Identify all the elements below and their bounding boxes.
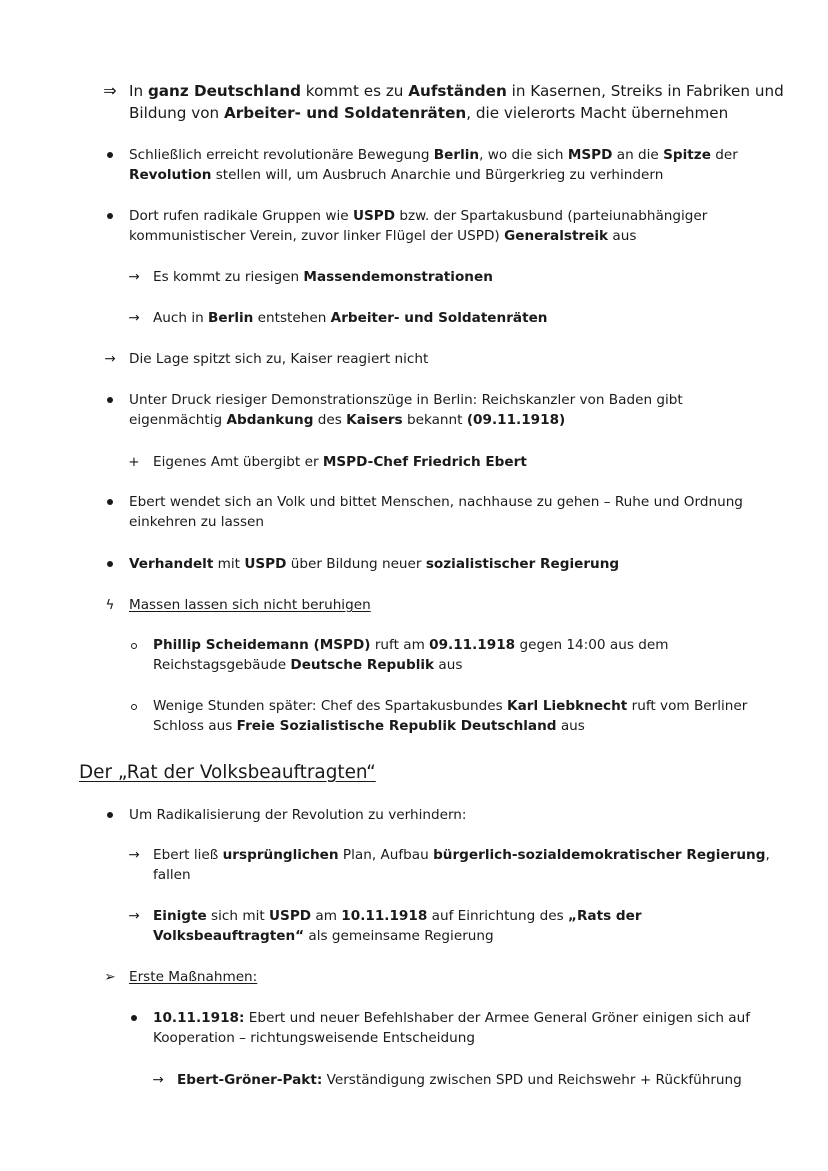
text-line [153,452,527,472]
arrow-right-icon: → [128,847,140,863]
arrow-right-icon: → [128,908,140,924]
text-segment: kommunistischer Verein, zuvor linker Flügel der USPD) [129,228,505,244]
text-segment: einkehren zu lassen [129,514,265,530]
text-line [129,805,467,825]
text-segment: Schloss aus [153,718,237,734]
text-line [129,492,743,512]
text-segment: Spitze [663,147,711,163]
text-segment: an die [612,147,664,163]
text-segment: gegen 14:00 aus dem [515,637,669,653]
text-segment: bürgerlich-sozialdemokratischer Regierung [433,847,766,863]
text-segment: Schließlich erreicht revolutionäre Bewegung [129,147,434,163]
text-line [129,349,428,369]
arrow-right-icon: → [104,351,116,367]
text-segment: aus [608,228,637,244]
text-segment: Aufständen [408,82,507,100]
text-line [129,206,707,226]
arrow-right-icon: → [128,310,140,326]
text-line [153,845,770,865]
text-segment: mit [213,556,245,572]
text-segment: 10.11.1918 [341,908,428,924]
text-segment: Freie Sozialistische Republik Deutschland [236,718,557,734]
text-segment: Arbeiter- und Soldatenräten [330,310,548,326]
text-segment: USPD [352,208,396,224]
text-line [129,102,728,124]
text-segment: entstehen [253,310,331,326]
text-segment: USPD [269,908,312,924]
text-line [153,696,747,716]
text-segment: eigenmächtig [129,412,227,428]
text-segment: ursprünglichen [222,847,339,863]
text-segment: Reichstagsgebäude [153,657,291,673]
text-line [153,716,585,736]
text-line [153,926,494,946]
text-line [129,512,264,532]
text-segment: als gemeinsame Regierung [304,928,494,944]
text-line [129,390,683,410]
text-line [129,165,663,185]
text-segment: sich mit [206,908,269,924]
text-line [177,1070,742,1090]
text-segment: in Kasernen, Streiks in Fabriken und [506,82,784,100]
text-segment: Auch in [153,310,209,326]
text-segment: Verständigung zwischen SPD und Reichswehr + Rückführung [322,1072,742,1088]
text-segment: Massendemonstrationen [303,269,493,285]
text-segment: ruft am [370,637,430,653]
double-arrow-icon: ⇒ [103,81,117,100]
text-segment: aus [556,718,585,734]
lightning-icon: ϟ [105,597,115,613]
arrowhead-bullet-icon: ➢ [104,969,116,985]
text-line [153,308,547,328]
text-segment: der [710,147,738,163]
text-segment: stellen will, um Ausbruch Anarchie und Bürgerkrieg zu verhindern [211,167,664,183]
text-segment: kommt es zu [300,82,409,100]
text-line [153,655,462,675]
text-segment: Berlin [433,147,480,163]
bullet-icon [107,152,113,158]
text-segment: Arbeiter- und Soldatenräten [223,104,467,122]
text-segment: Bildung von [129,104,224,122]
text-segment: Ebert und neuer Befehlshaber der Armee General Gröner einigen sich auf [244,1010,751,1026]
text-segment: Kooperation – richtungsweisende Entscheidung [153,1030,475,1046]
text-segment: über Bildung neuer [286,556,426,572]
text-segment: 09.11.1918 [429,637,516,653]
text-line [153,635,668,655]
text-segment: 10.11.1918: [153,1010,245,1026]
text-line [129,967,257,987]
text-line [129,410,565,430]
text-line [129,595,371,615]
text-line [153,906,642,926]
text-segment: USPD [244,556,287,572]
text-segment: (09.11.1918) [466,412,566,428]
text-segment: des [313,412,347,428]
text-segment: Die Lage spitzt sich zu, Kaiser reagiert nicht [129,351,429,367]
text-segment: In [129,82,148,100]
text-segment: sozialistischer Regierung [425,556,620,572]
text-segment: Volksbeauftragten“ [153,928,305,944]
text-segment: „Rats der [568,908,642,924]
text-segment: Deutsche Republik [290,657,435,673]
text-segment: Phillip Scheidemann (MSPD) [153,637,371,653]
arrow-right-icon: → [128,269,140,285]
section-heading: Der „Rat der Volksbeauftragten“ [79,762,376,783]
text-segment: auf Einrichtung des [427,908,569,924]
text-segment: Es kommt zu riesigen [153,269,304,285]
bullet-icon [107,397,113,403]
text-segment: Dort rufen radikale Gruppen wie [129,208,353,224]
text-line [153,1028,475,1048]
text-segment: Generalstreik [504,228,609,244]
text-segment: Abdankung [226,412,314,428]
text-segment: bekannt [402,412,467,428]
text-line [129,80,784,102]
text-segment: fallen [153,867,191,883]
text-segment: , wo die sich [479,147,568,163]
arrow-right-icon: → [152,1072,164,1088]
text-segment: Erste Maßnahmen: [129,969,258,985]
circle-bullet-icon [131,704,137,710]
text-segment: MSPD [567,147,613,163]
text-segment: , die vielerorts Macht übernehmen [466,104,729,122]
text-segment: Einigte [153,908,207,924]
circle-bullet-icon [131,643,137,649]
text-line [129,554,619,574]
text-segment: MSPD-Chef Friedrich Ebert [322,454,527,470]
text-segment: ruft vom Berliner [627,698,748,714]
plus-icon: + [128,454,140,470]
bullet-icon [107,213,113,219]
text-line [129,145,738,165]
text-segment: bzw. der Spartakusbund (parteiunabhängiger [395,208,708,224]
text-segment: Kaisers [346,412,403,428]
text-line [129,226,636,246]
text-line [153,267,493,287]
text-segment: Ebert-Gröner-Pakt: [177,1072,323,1088]
bullet-icon [131,1015,137,1021]
text-segment: Plan, Aufbau [338,847,434,863]
text-segment: Ebert ließ [153,847,223,863]
text-segment: Massen lassen sich nicht beruhigen [129,597,371,613]
text-segment: ganz Deutschland [147,82,301,100]
text-line [153,865,191,885]
text-segment: Unter Druck riesiger Demonstrationszüge in Berlin: Reichskanzler von Baden gibt [129,392,683,408]
text-segment: Wenige Stunden später: Chef des Spartakusbundes [153,698,508,714]
text-segment: Um Radikalisierung der Revolution zu verhindern: [129,807,467,823]
text-segment: Revolution [129,167,212,183]
text-line [153,1008,750,1028]
text-segment: Karl Liebknecht [507,698,628,714]
text-segment: am [311,908,342,924]
text-segment: , [765,847,770,863]
text-segment: Eigenes Amt übergibt er [153,454,323,470]
bullet-icon [107,561,113,567]
text-segment: Verhandelt [129,556,214,572]
text-segment: aus [434,657,463,673]
bullet-icon [107,812,113,818]
bullet-icon [107,499,113,505]
text-segment: Berlin [208,310,254,326]
text-segment: Ebert wendet sich an Volk und bittet Menschen, nachhause zu gehen – Ruhe und Ordnung [129,494,743,510]
